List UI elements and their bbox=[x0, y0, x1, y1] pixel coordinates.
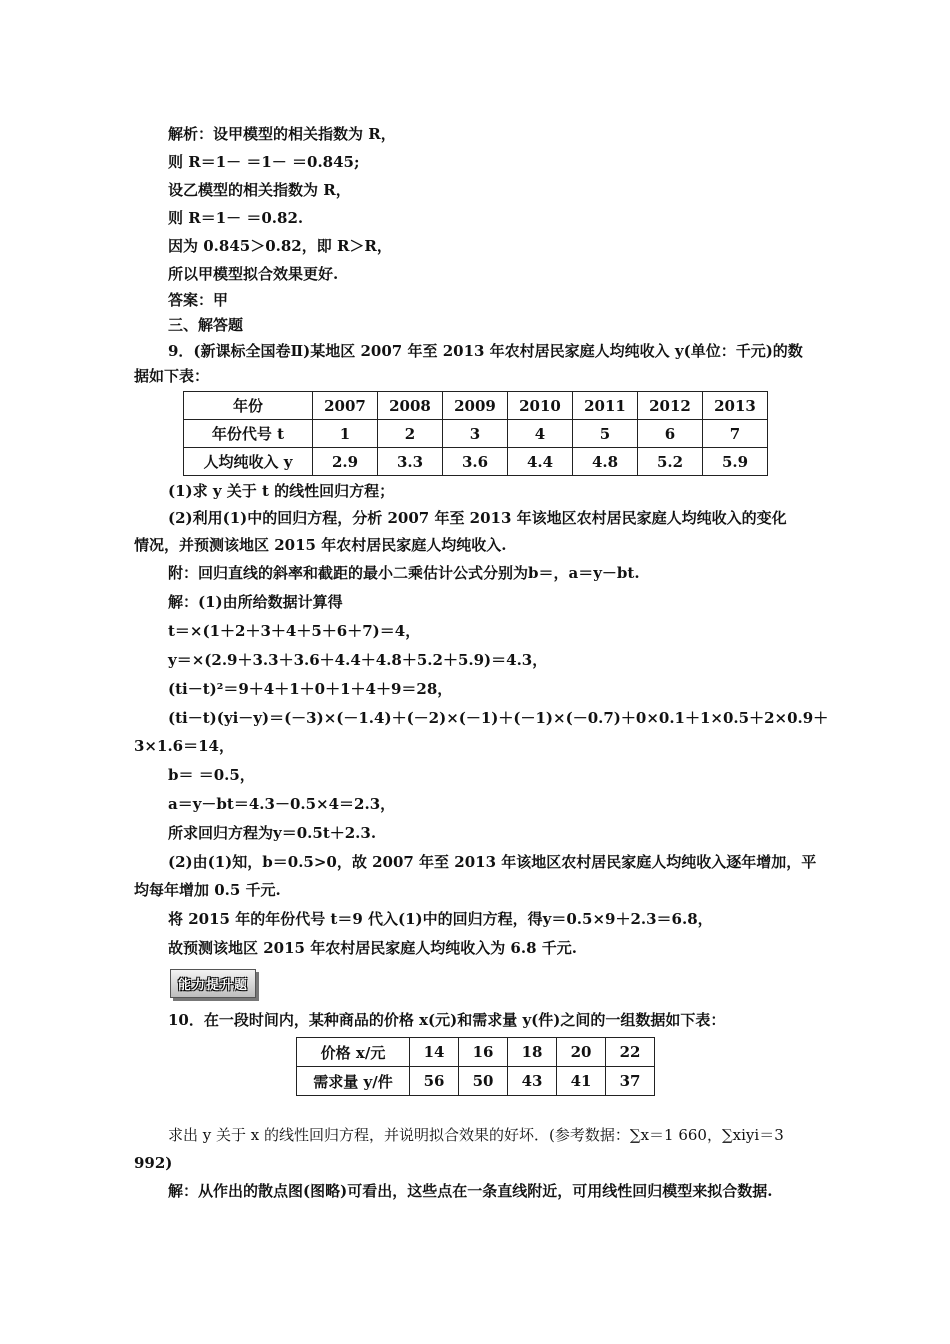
table-cell: 18 bbox=[508, 1038, 557, 1067]
table-cell: 4.8 bbox=[573, 448, 638, 476]
q9-intro: 9．(新课标全国卷Ⅱ)某地区 2007 年至 2013 年农村居民家庭人均纯收入 y(单位：千元)的数 bbox=[168, 342, 803, 360]
table-cell: 2010 bbox=[508, 392, 573, 420]
q10-question: 求出 y 关于 x 的线性回归方程，并说明拟合效果的好坏．(参考数据：∑x＝1 660，∑xiyi＝3 bbox=[168, 1126, 784, 1144]
table-cell: 43 bbox=[508, 1067, 557, 1096]
q10-solution: 解：从作出的散点图(图略)可看出，这些点在一条直线附近，可用线性回归模型来拟合数据. bbox=[168, 1182, 773, 1200]
solution-line-9: (2)由(1)知，b＝0.5>0，故 2007 年至 2013 年该地区农村居民家庭人均纯收入逐年增加，平 bbox=[168, 853, 817, 871]
table-cell: 22 bbox=[606, 1038, 655, 1067]
table-cell: 需求量 y/件 bbox=[297, 1067, 410, 1096]
table-cell: 1 bbox=[313, 420, 378, 448]
table-cell: 4.4 bbox=[508, 448, 573, 476]
table-cell: 37 bbox=[606, 1067, 655, 1096]
solution-line-4: (ti－t)²＝9＋4＋1＋0＋1＋4＋9＝28， bbox=[168, 680, 453, 698]
analysis-line-4: 则 R＝1－ ＝0.82. bbox=[168, 209, 304, 227]
analysis-line-6: 所以甲模型拟合效果更好. bbox=[168, 265, 339, 283]
analysis-line-3: 设乙模型的相关指数为 R， bbox=[168, 181, 351, 199]
table-cell: 价格 x/元 bbox=[297, 1038, 410, 1067]
solution-line-5-cont: 3×1.6＝14， bbox=[134, 737, 234, 755]
table-cell: 年份代号 t bbox=[184, 420, 313, 448]
table-cell: 2008 bbox=[378, 392, 443, 420]
table-cell: 4 bbox=[508, 420, 573, 448]
solution-line-5: (ti－t)(yi－y)＝(－3)×(－1.4)＋(－2)×(－1)＋(－1)×(－0.7)＋0×0.1＋1×0.5＋2×0.9＋ bbox=[168, 709, 829, 727]
table-cell: 2007 bbox=[313, 392, 378, 420]
q9-intro-cont: 据如下表： bbox=[134, 367, 210, 385]
table-cell: 3 bbox=[443, 420, 508, 448]
answer-line: 答案：甲 bbox=[168, 291, 229, 309]
income-table bbox=[183, 391, 768, 476]
solution-line-8: 所求回归方程为y＝0.5t＋2.3. bbox=[168, 824, 377, 842]
table-row bbox=[184, 420, 768, 448]
table-cell: 5 bbox=[573, 420, 638, 448]
table-cell: 5.9 bbox=[703, 448, 768, 476]
table-cell: 2 bbox=[378, 420, 443, 448]
q10-intro: 10．在一段时间内，某种商品的价格 x(元)和需求量 y(件)之间的一组数据如下表： bbox=[168, 1011, 726, 1029]
table-cell: 6 bbox=[638, 420, 703, 448]
q10-question-cont: 992) bbox=[134, 1154, 173, 1172]
table-cell: 7 bbox=[703, 420, 768, 448]
table-cell: 2.9 bbox=[313, 448, 378, 476]
solution-line-2: t＝×(1＋2＋3＋4＋5＋6＋7)＝4， bbox=[168, 622, 421, 640]
solution-line-6: b＝ ＝0.5， bbox=[168, 766, 255, 784]
solution-line-7: a＝y－bt＝4.3－0.5×4＝2.3， bbox=[168, 795, 396, 813]
table-cell: 2013 bbox=[703, 392, 768, 420]
solution-line-3: y＝×(2.9＋3.3＋3.6＋4.4＋4.8＋5.2＋5.9)＝4.3， bbox=[168, 651, 548, 669]
q9-part2-cont: 情况，并预测该地区 2015 年农村居民家庭人均纯收入. bbox=[134, 536, 507, 554]
solution-line-11: 故预测该地区 2015 年农村居民家庭人均纯收入为 6.8 千元. bbox=[168, 939, 577, 957]
ability-badge: 能力提升题 bbox=[170, 969, 256, 998]
analysis-line-2: 则 R＝1－ ＝1－ ＝0.845; bbox=[168, 153, 360, 171]
solution-line-10: 将 2015 年的年份代号 t＝9 代入(1)中的回归方程，得y＝0.5×9＋2.3＝6.8， bbox=[168, 910, 713, 928]
table-cell: 2012 bbox=[638, 392, 703, 420]
section-title: 三、解答题 bbox=[168, 316, 244, 334]
table-cell: 16 bbox=[459, 1038, 508, 1067]
table-cell: 2011 bbox=[573, 392, 638, 420]
table-cell: 年份 bbox=[184, 392, 313, 420]
table-row bbox=[297, 1038, 655, 1067]
table-row bbox=[184, 392, 768, 420]
analysis-line-1: 解析：设甲模型的相关指数为 R， bbox=[168, 125, 396, 143]
table-cell: 2009 bbox=[443, 392, 508, 420]
analysis-line-5: 因为 0.845＞0.82，即 R＞R， bbox=[168, 237, 392, 255]
table-row bbox=[184, 448, 768, 476]
table-cell: 50 bbox=[459, 1067, 508, 1096]
table-cell: 56 bbox=[410, 1067, 459, 1096]
price-table bbox=[296, 1037, 655, 1096]
solution-line-9-cont: 均每年增加 0.5 千元. bbox=[134, 881, 281, 899]
table-cell: 3.6 bbox=[443, 448, 508, 476]
table-cell: 20 bbox=[557, 1038, 606, 1067]
table-row bbox=[297, 1067, 655, 1096]
table-cell: 3.3 bbox=[378, 448, 443, 476]
table-cell: 14 bbox=[410, 1038, 459, 1067]
table-cell: 5.2 bbox=[638, 448, 703, 476]
table-cell: 41 bbox=[557, 1067, 606, 1096]
q9-part2: (2)利用(1)中的回归方程，分析 2007 年至 2013 年该地区农村居民家庭人均纯收入的变化 bbox=[168, 509, 787, 527]
solution-line-1: 解：(1)由所给数据计算得 bbox=[168, 593, 343, 611]
q9-part1: (1)求 y 关于 t 的线性回归方程； bbox=[168, 482, 395, 500]
table-cell: 人均纯收入 y bbox=[184, 448, 313, 476]
q9-note: 附：回归直线的斜率和截距的最小二乘估计公式分别为b＝，a＝y－bt. bbox=[168, 564, 640, 582]
